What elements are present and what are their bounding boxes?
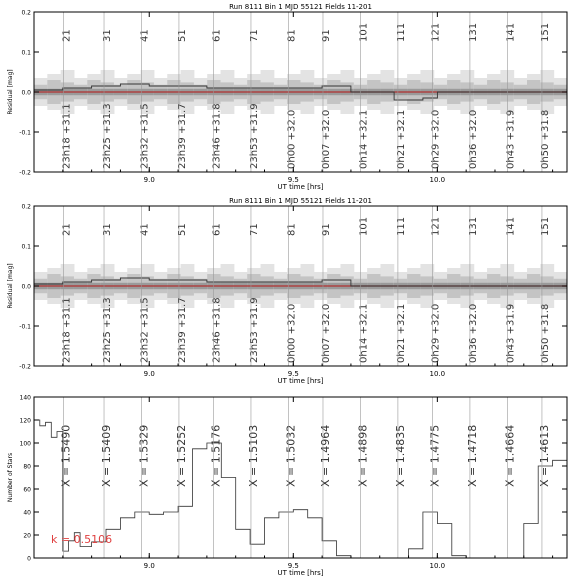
time-label: 23h39 +31.7 [176, 297, 188, 363]
x-axis-label: UT time [hrs] [277, 569, 324, 576]
panel-2 [7, 197, 568, 385]
airmass-label: X = 1.5176 [209, 424, 223, 487]
y-tick-label: 0.0 [21, 283, 31, 291]
panel-1 [7, 3, 568, 191]
time-label: 23h39 +31.7 [176, 103, 188, 169]
time-label: 0h07 +32.0 [320, 303, 332, 363]
y-tick-label: 60 [23, 486, 31, 494]
panel-3 [7, 395, 567, 576]
chart-title: Run 8111 Bin 1 MJD 55121 Fields 11-201 [229, 3, 372, 11]
x-tick-label: 10.0 [429, 370, 446, 378]
field-label: 51 [176, 29, 188, 42]
time-label: 23h18 +31.1 [61, 103, 73, 169]
time-label: 0h00 +32.0 [286, 109, 298, 169]
x-axis-label: UT time [hrs] [277, 377, 324, 385]
field-label: 81 [286, 29, 298, 42]
y-tick-label: 0 [27, 555, 31, 563]
y-tick-label: -0.1 [19, 323, 31, 331]
y-tick-label: 0.1 [21, 243, 31, 251]
time-label: 0h07 +32.0 [320, 109, 332, 169]
time-label: 23h25 +31.3 [102, 103, 114, 169]
chart-title: Run 8111 Bin 1 MJD 55121 Fields 11-201 [229, 197, 372, 205]
field-label: 71 [248, 29, 260, 42]
airmass-label: X = 1.5252 [174, 424, 188, 487]
time-label: 0h00 +32.0 [286, 303, 298, 363]
y-tick-label: 80 [23, 463, 31, 471]
x-tick-label: 9.5 [287, 370, 299, 378]
x-tick-label: 9.0 [143, 370, 155, 378]
field-label: 141 [505, 22, 517, 42]
time-label: 0h14 +32.1 [358, 109, 370, 169]
airmass-label: X = 1.4664 [503, 424, 517, 487]
time-label: 0h43 +31.9 [505, 303, 517, 363]
time-label: 0h36 +32.0 [467, 109, 479, 169]
y-axis-label: Residual [mag] [7, 263, 14, 309]
field-label: 31 [102, 29, 114, 42]
time-label: 0h36 +32.0 [467, 303, 479, 363]
field-label: 21 [61, 223, 73, 236]
y-tick-label: 0.1 [21, 49, 31, 57]
y-tick-label: -0.2 [19, 169, 31, 177]
x-axis [63, 397, 553, 570]
time-label: 0h21 +32.1 [395, 109, 407, 169]
field-label: 21 [61, 29, 73, 42]
y-tick-label: -0.1 [19, 129, 31, 137]
y-tick-label: 40 [23, 509, 31, 517]
time-label: 0h50 +31.8 [539, 109, 551, 169]
star-count-histogram [34, 420, 567, 558]
field-label: 121 [430, 22, 442, 42]
y-tick-label: 0.2 [21, 203, 31, 211]
field-label: 111 [395, 22, 407, 42]
time-label: 23h53 +31.9 [248, 297, 260, 363]
airmass-label: X = 1.5329 [137, 424, 151, 487]
y-tick-label: 0.2 [21, 9, 31, 17]
airmass-label: X = 1.5103 [246, 424, 260, 487]
airmass-label: X = 1.4613 [537, 424, 551, 487]
time-label: 0h29 +32.0 [430, 109, 442, 169]
plot-frame [34, 397, 567, 558]
field-label: 61 [211, 223, 223, 236]
x-tick-label: 10.0 [429, 562, 446, 570]
time-label: 23h25 +31.3 [102, 297, 114, 363]
extinction-annotation: k = 0.5106 [51, 533, 113, 546]
field-label: 41 [139, 223, 151, 236]
airmass-label: X = 1.4718 [465, 424, 479, 487]
field-label: 81 [286, 223, 298, 236]
field-label: 151 [539, 216, 551, 236]
field-label: 91 [320, 29, 332, 42]
field-label: 141 [505, 216, 517, 236]
field-label: 101 [358, 216, 370, 236]
airmass-label: X = 1.4835 [393, 424, 407, 487]
airmass-label: X = 1.4964 [318, 424, 332, 487]
y-tick-label: 140 [19, 394, 31, 402]
airmass-label: X = 1.5409 [100, 424, 114, 487]
x-tick-label: 9.5 [287, 562, 299, 570]
x-tick-label: 9.0 [143, 562, 155, 570]
time-label: 23h32 +31.5 [139, 103, 151, 169]
field-boundaries [64, 397, 542, 558]
field-label: 101 [358, 22, 370, 42]
time-label: 23h53 +31.9 [248, 103, 260, 169]
y-tick-label: 20 [23, 532, 31, 540]
x-tick-label: 9.5 [287, 176, 299, 184]
time-label: 23h32 +31.5 [139, 297, 151, 363]
airmass-labels [60, 425, 551, 487]
field-label: 111 [395, 216, 407, 236]
field-label: 121 [430, 216, 442, 236]
field-label: 151 [539, 22, 551, 42]
time-label: 23h46 +31.8 [211, 103, 223, 169]
field-label: 41 [139, 29, 151, 42]
field-label: 51 [176, 223, 188, 236]
x-tick-label: 10.0 [429, 176, 446, 184]
field-label: 131 [467, 216, 479, 236]
time-label: 0h21 +32.1 [395, 303, 407, 363]
time-label: 0h43 +31.9 [505, 109, 517, 169]
time-label: 0h29 +32.0 [430, 303, 442, 363]
field-label: 71 [248, 223, 260, 236]
field-label: 31 [102, 223, 114, 236]
y-axis-label: Residual [mag] [7, 69, 14, 115]
x-tick-label: 9.0 [143, 176, 155, 184]
time-label: 23h46 +31.8 [211, 297, 223, 363]
field-label: 131 [467, 22, 479, 42]
airmass-label: X = 1.5032 [284, 424, 298, 487]
airmass-label: X = 1.4775 [428, 424, 442, 487]
time-label: 23h18 +31.1 [61, 297, 73, 363]
y-tick-label: 120 [19, 417, 31, 425]
time-label: 0h14 +32.1 [358, 303, 370, 363]
y-tick-label: -0.2 [19, 363, 31, 371]
x-axis-label: UT time [hrs] [277, 183, 324, 191]
airmass-label: X = 1.5490 [59, 424, 73, 487]
time-label: 0h50 +31.8 [539, 303, 551, 363]
y-tick-label: 0.0 [21, 89, 31, 97]
y-tick-label: 100 [19, 440, 31, 448]
y-axis-label: Number of Stars [7, 452, 14, 503]
airmass-label: X = 1.4898 [356, 424, 370, 487]
field-label: 61 [211, 29, 223, 42]
field-label: 91 [320, 223, 332, 236]
